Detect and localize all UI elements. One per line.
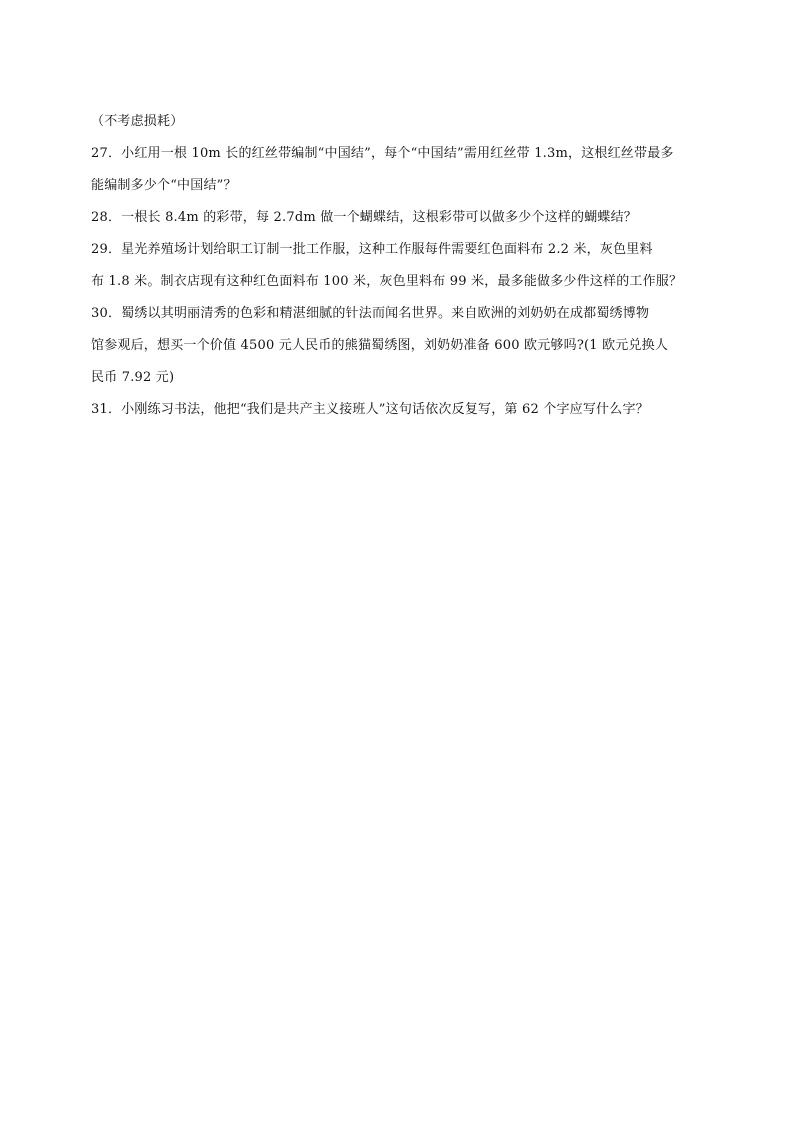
problem-29-line-1: 29．星光养殖场计划给职工订制一批工作服，这种工作服每件需要红色面料布 2.2 米，灰色里料 — [91, 242, 653, 257]
problem-30-line-3: 民币 7.92 元) — [91, 370, 175, 385]
problem-31-line-1: 31．小刚练习书法，他把“我们是共产主义接班人”这句话依次反复写，第 62 个字应写什么字？ — [91, 402, 649, 417]
problem-30-line-2: 馆参观后，想买一个价值 4500 元人民币的熊猫蜀绣图，刘奶奶准备 600 欧元够吗?(1 欧元兑换人 — [91, 338, 669, 353]
problem-29-line-2: 布 1.8 米。制衣店现有这种红色面料布 100 米，灰色里料布 99 米，最多能做多少件这样的工作服？ — [91, 274, 683, 289]
problem-28-line-1: 28．一根长 8.4m 的彩带，每 2.7dm 做一个蝴蝶结，这根彩带可以做多少个这样的蝴蝶结？ — [91, 210, 637, 225]
problem-27-line-1: 27．小红用一根 10m 长的红丝带编制“中国结”，每个“中国结”需用红丝带 1.3m，这根红丝带最多 — [91, 146, 674, 161]
problem-30-line-1: 30．蜀绣以其明丽清秀的色彩和精湛细腻的针法而闻名世界。来自欧洲的刘奶奶在成都蜀绣博物 — [91, 306, 650, 321]
problem-list — [91, 106, 711, 426]
note-line: （不考虑损耗） — [91, 114, 184, 129]
problem-27-line-2: 能编制多少个“中国结”？ — [91, 178, 237, 193]
